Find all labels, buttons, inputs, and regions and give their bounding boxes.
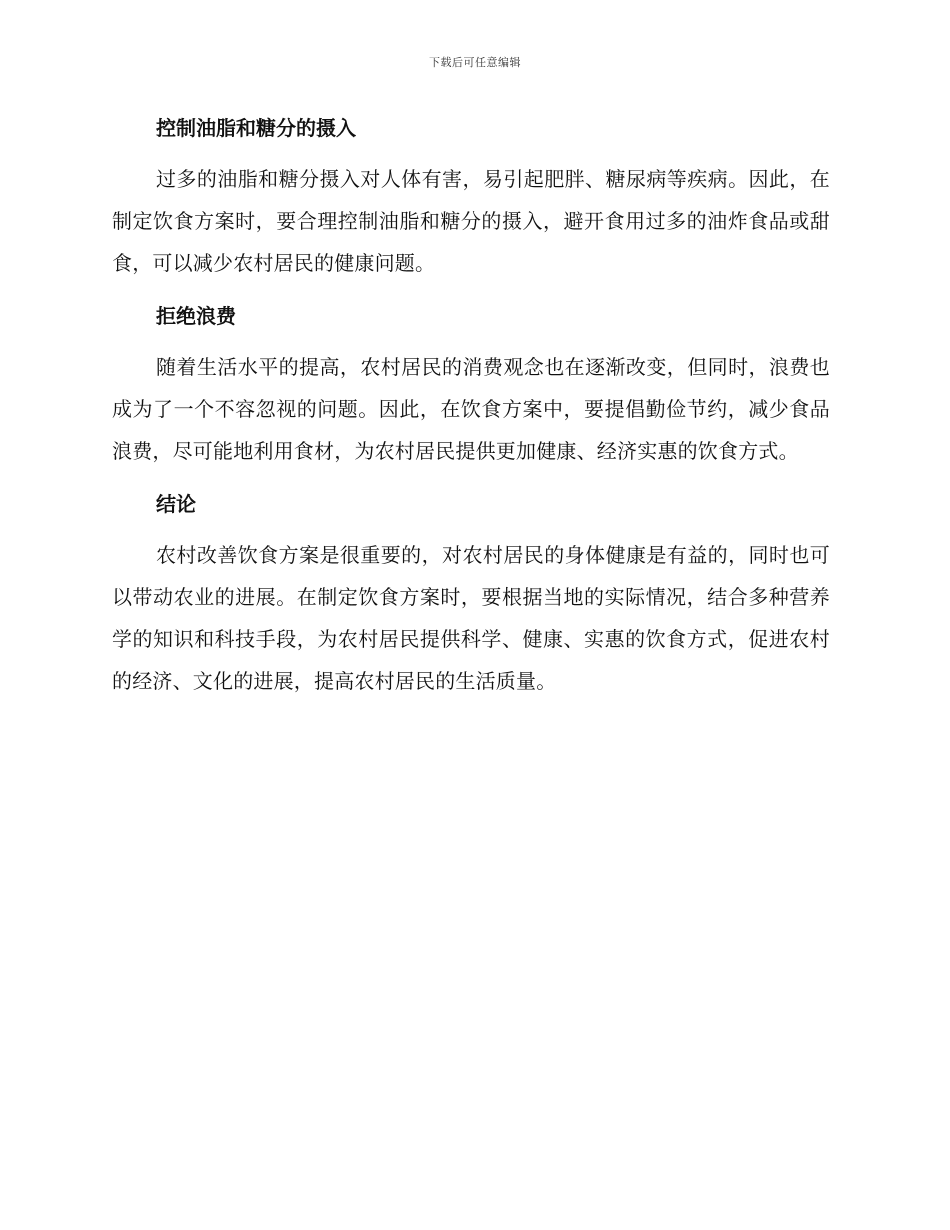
section-heading: 拒绝浪费	[156, 304, 236, 328]
section-paragraph: 农村改善饮食方案是很重要的，对农村居民的身体健康是有益的，同时也可以带动农业的进展。在制定饮食方案时，要根据当地的实际情况，结合多种营养学的知识和科技手段，为农村居民提供科学、健康、实惠的饮食方式，促进农村的经济、文化的进展，提高农村居民的生活质量。	[112, 543, 830, 693]
section-paragraph: 随着生活水平的提高，农村居民的消费观念也在逐渐改变，但同时，浪费也成为了一个不容忽视的问题。因此，在饮食方案中，要提倡勤俭节约，减少食品浪费，尽可能地利用食材，为农村居民提供更加健康、经济实惠的饮食方式。	[112, 355, 830, 463]
document-body	[112, 108, 830, 714]
section-heading: 结论	[156, 492, 196, 516]
section-no-waste	[112, 296, 830, 472]
section-conclusion	[112, 484, 830, 702]
header-note: 下载后可任意编辑	[429, 56, 521, 69]
section-oil-sugar	[112, 108, 830, 284]
section-paragraph: 过多的油脂和糖分摄入对人体有害，易引起肥胖、糖尿病等疾病。因此，在制定饮食方案时，要合理控制油脂和糖分的摄入，避开食用过多的油炸食品或甜食，可以减少农村居民的健康问题。	[112, 167, 830, 275]
section-heading: 控制油脂和糖分的摄入	[156, 116, 356, 140]
